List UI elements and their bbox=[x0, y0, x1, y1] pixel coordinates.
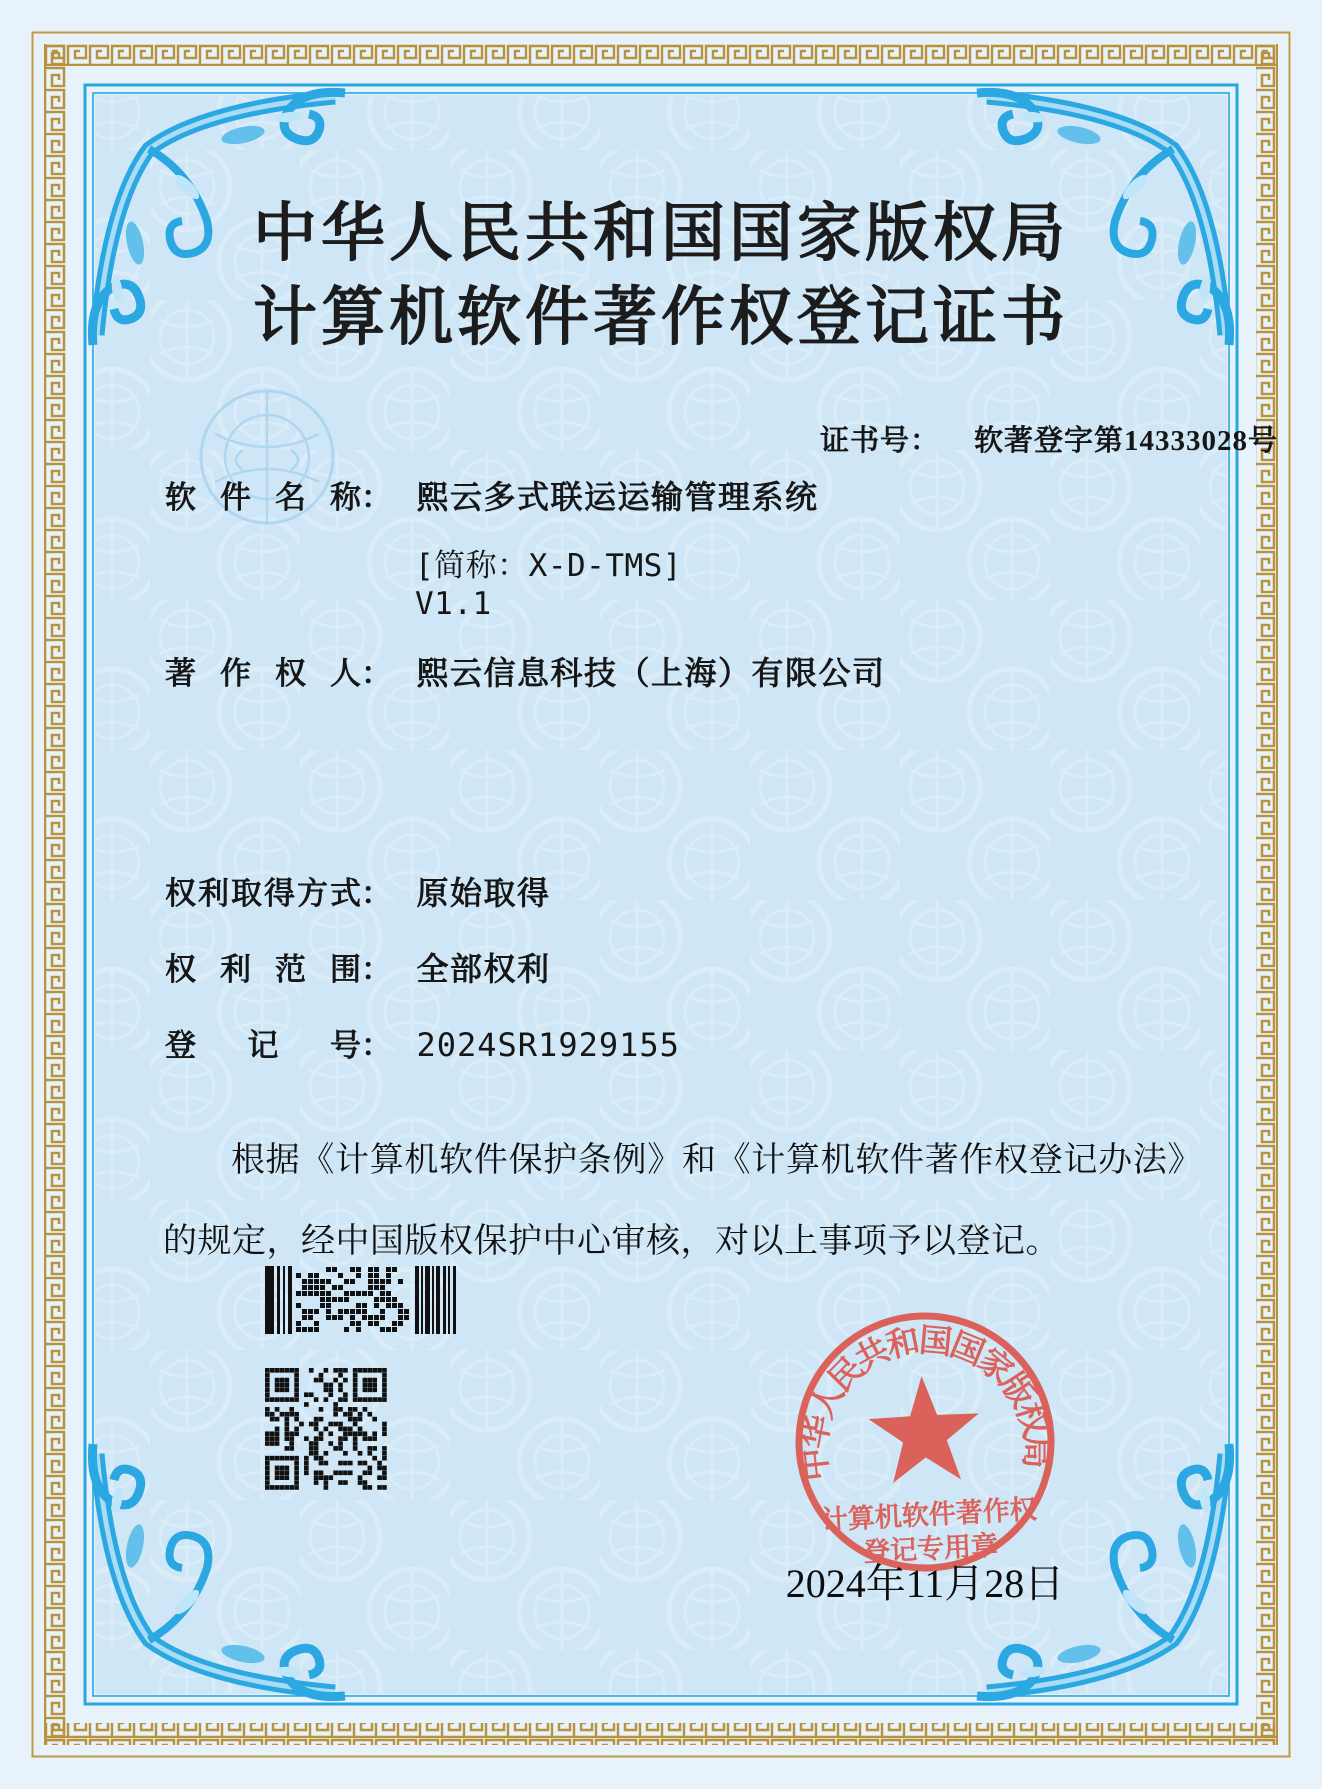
certificate-title: 计算机软件著作权登记证书 bbox=[253, 282, 1069, 353]
registration-statement: 根据《计算机软件保护条例》和《计算机软件著作权登记办法》的规定，经中国版权保护中心审核，对以上事项予以登记。 bbox=[163, 1142, 1185, 1260]
field-label: 软件名称 bbox=[165, 480, 361, 515]
field-label: 登记号 bbox=[165, 1028, 361, 1063]
colon: ： bbox=[361, 952, 392, 987]
field-copyright-owner bbox=[165, 648, 885, 694]
colon: ： bbox=[361, 656, 392, 691]
field-value: 熙云信息科技（上海）有限公司 bbox=[416, 655, 886, 691]
software-version: V1.1 bbox=[415, 586, 492, 622]
field-registration-number bbox=[165, 1020, 680, 1065]
seal-text-line2: 登记专用章 bbox=[862, 1530, 999, 1568]
colon: ： bbox=[361, 1028, 392, 1063]
official-seal bbox=[785, 1302, 1065, 1582]
field-software-name bbox=[165, 472, 818, 518]
field-value: 2024SR1929155 bbox=[416, 1026, 680, 1064]
authority-title: 中华人民共和国国家版权局 bbox=[253, 198, 1069, 269]
seal-arc-text: 中华人民共和国国家版权局 bbox=[794, 1321, 1056, 1483]
barcode bbox=[265, 1266, 457, 1336]
colon: ： bbox=[361, 876, 392, 911]
field-label: 权利取得方式 bbox=[165, 876, 361, 911]
seal-text-line1: 计算机软件著作权 bbox=[820, 1494, 1038, 1536]
field-value: 原始取得 bbox=[416, 875, 551, 911]
seal-star bbox=[866, 1373, 982, 1484]
field-label: 权利范围 bbox=[165, 952, 361, 987]
qr-code bbox=[265, 1368, 387, 1490]
field-value: 全部权利 bbox=[416, 951, 551, 987]
field-acquisition-method bbox=[165, 868, 550, 914]
certificate-number-row bbox=[820, 418, 1278, 459]
field-rights-scope bbox=[165, 944, 550, 990]
field-value: 熙云多式联运运输管理系统 bbox=[416, 479, 819, 515]
field-label: 著作权人 bbox=[165, 656, 361, 691]
software-short-name: [简称：X-D-TMS] bbox=[415, 548, 682, 584]
certificate-number-value: 软著登字第14333028号 bbox=[974, 425, 1279, 457]
certificate-number-label: 证书号： bbox=[820, 425, 941, 457]
issue-date: 2024年11月28日 bbox=[785, 1561, 1065, 1606]
colon: ： bbox=[361, 480, 392, 515]
